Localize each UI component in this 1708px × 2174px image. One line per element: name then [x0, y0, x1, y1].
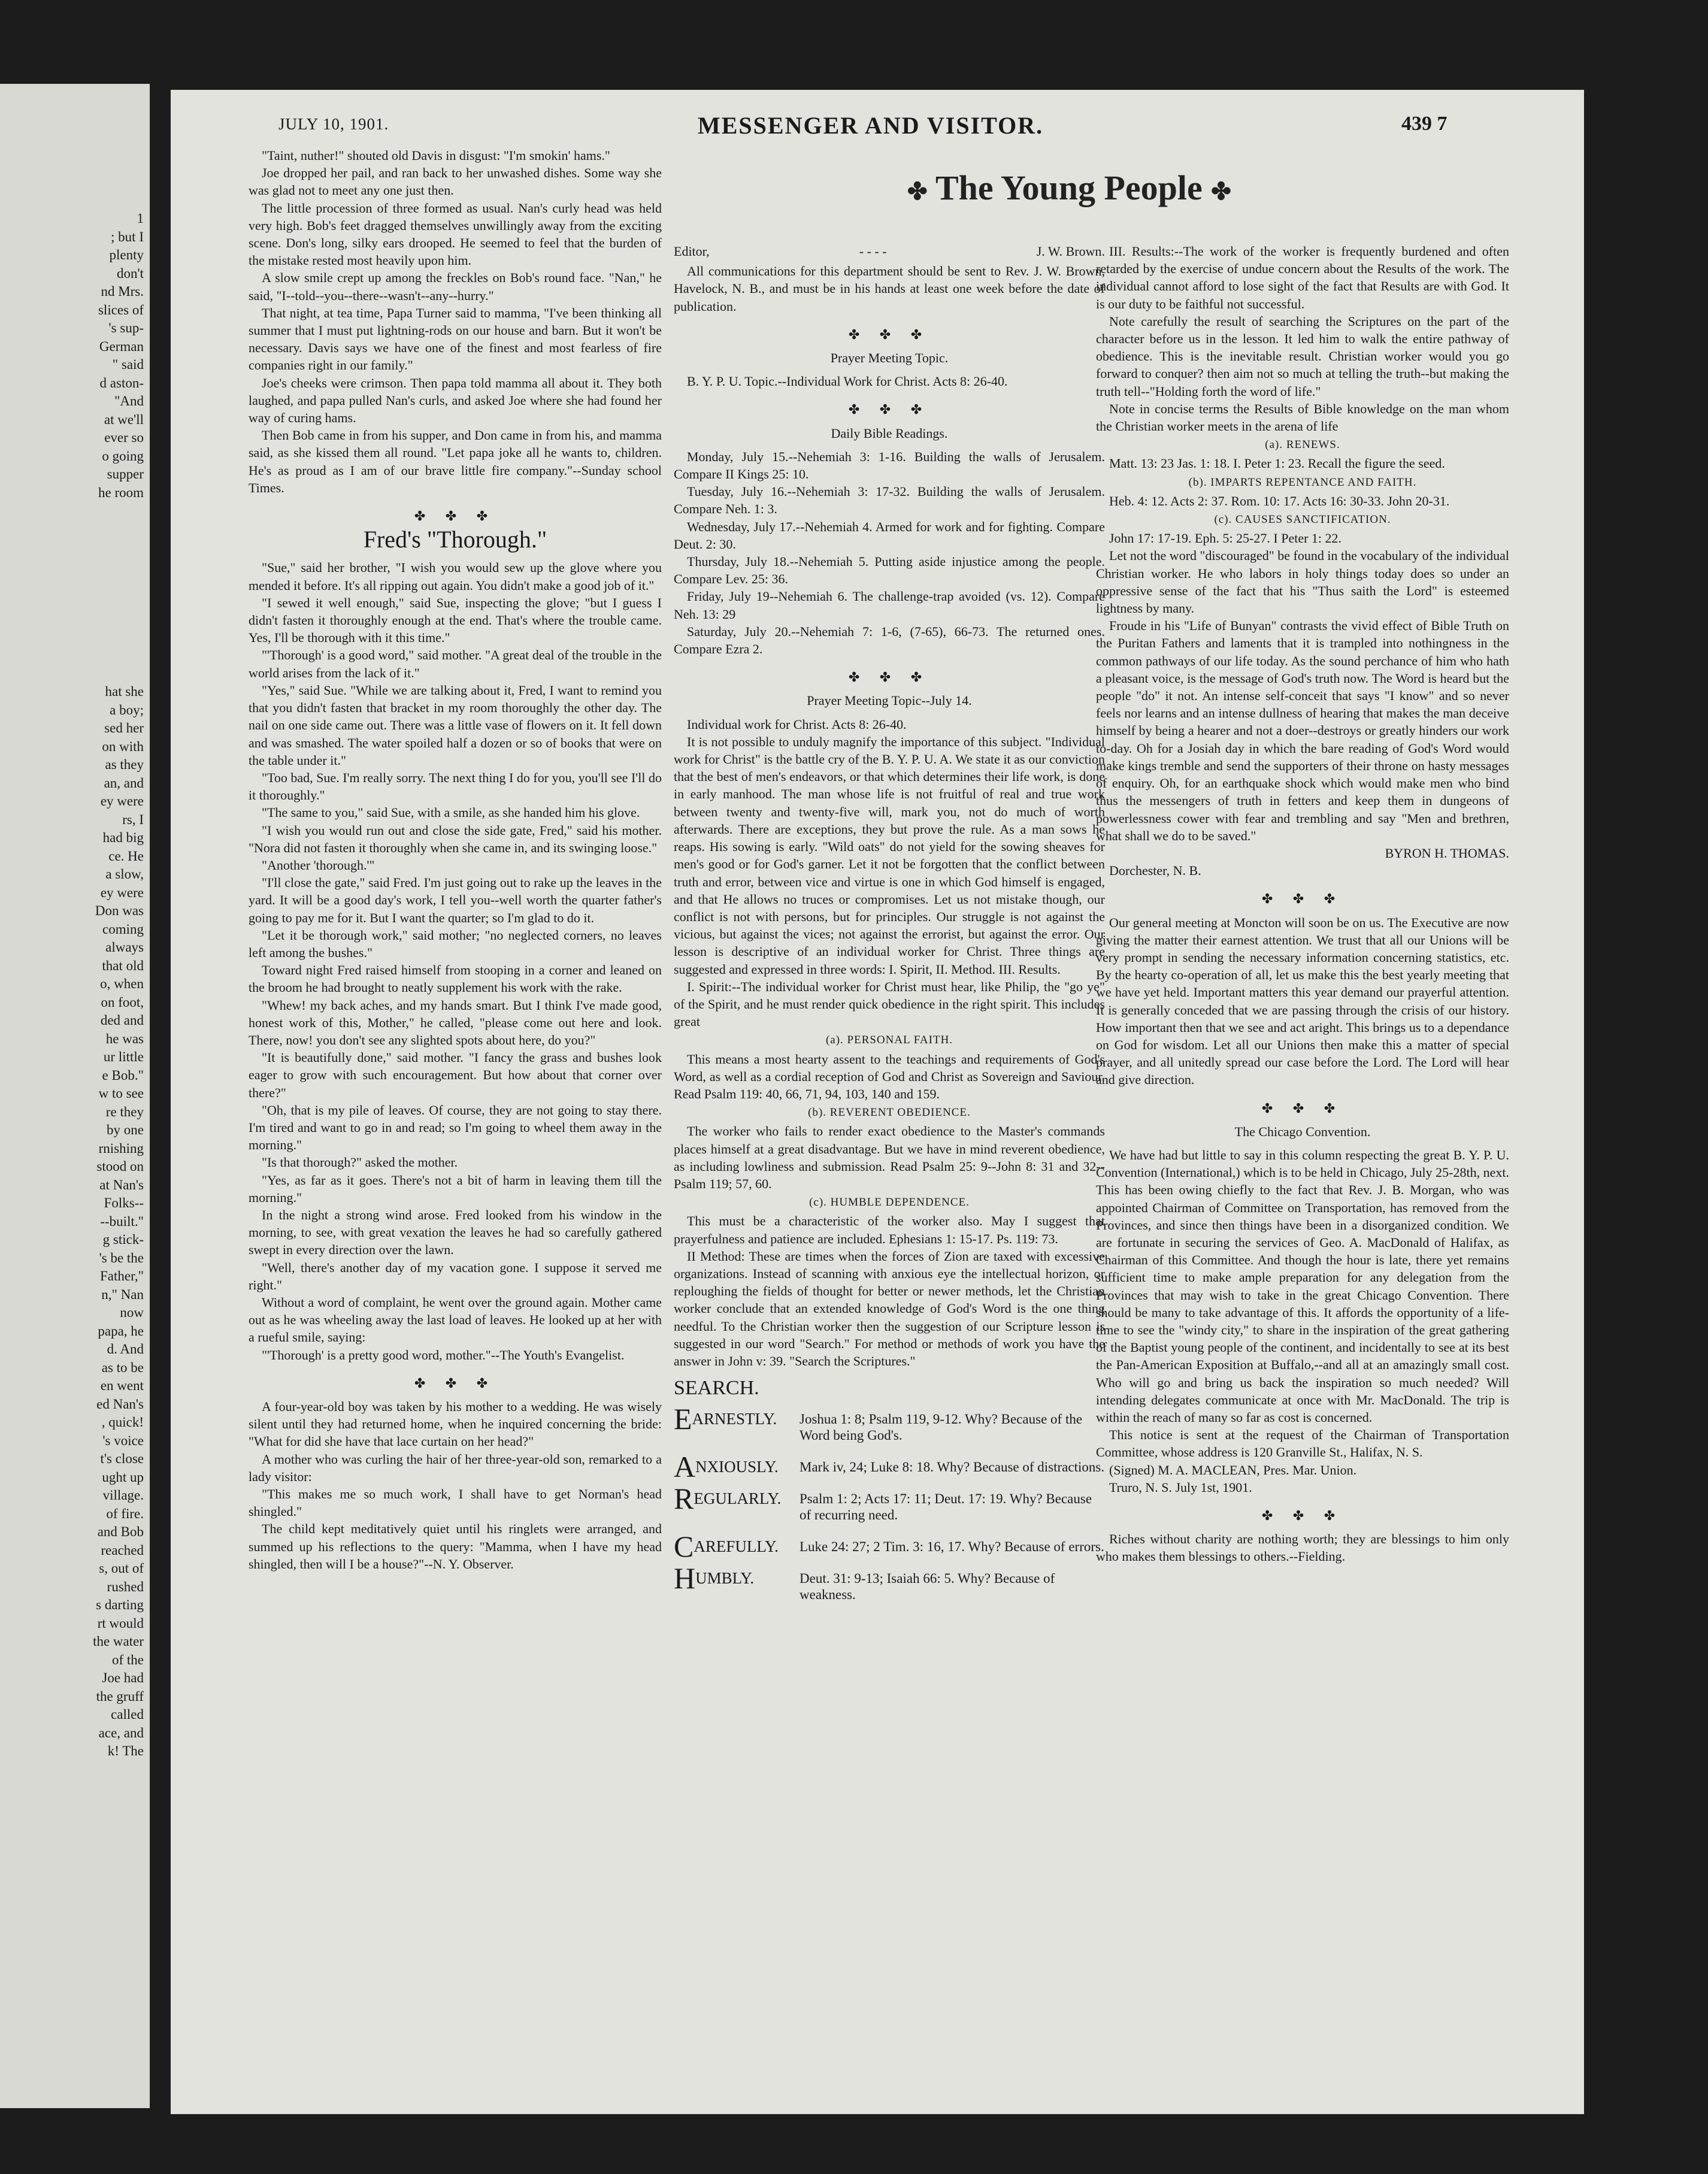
reading-item: Wednesday, July 17.--Nehemiah 4. Armed for work and for fighting. Compare Deut. 2: 30.: [674, 519, 1105, 552]
paragraph: "Well, there's another day of my vacation gone. I suppose it served me right.": [249, 1259, 662, 1292]
column-middle: [674, 243, 1105, 1618]
fragment-line: Joe had: [102, 1670, 144, 1685]
editor-line: [674, 243, 1105, 260]
paragraph: A four-year-old boy was taken by his mother to a wedding. He was wisely silent until they had returned home, when he inquired concerning the bride: "What for did she have that lace curtain on her head?": [249, 1399, 662, 1449]
fragment-line: ught up: [102, 1469, 144, 1485]
fragment-line: k! The: [107, 1743, 144, 1758]
fragment-line: as they: [105, 757, 144, 772]
moncton-notice: Our general meeting at Moncton will soon be on us. The Executive are now giving the matter their earnest attention. We trust that all our Unions will be very prompt in sending the necessary information concerning statistics, etc. By the hearty co-operation of all, let us make this the best yearly meeting that we have yet held. Important matters this year demand our prayerful attention. It is generally conceded that we are passing through the crisis of our history. How important then that we see and act aright. This brings us to a dependance on God for wisdom. Let all our Unions then make this a matter of special prayer, and all unitedly spread our case before the Lord. The Lord will hear and give direction.: [1096, 915, 1509, 1088]
column-left: [249, 147, 662, 1573]
acrostic-rest: ARNESTLY.: [692, 1410, 777, 1428]
fragment-line: the gruff: [96, 1688, 144, 1704]
acrostic-initial: E: [674, 1402, 692, 1436]
fragment-line: as to be: [101, 1359, 144, 1375]
paragraph: Froude in his "Life of Bunyan" contrasts the vivid effect of Bible Truth on the Puritan Fathers and laments that it is trampled into nothingness in the common pathways of our life today. As the sound perchance of him who hath a pleasant voice, is the message of God's truth now. The Word is heard but the people "do" it not. An intense self-conceit that says "I know" and so never feels nor learns and an intense dullness of hearing that makes the man deceive himself by being a hearer and not a doer--destroys or greatly hinders our work to-day. Oh for a Josiah day in which the bare reading of God's Word would make kings tremble and send the supporters of their throne on hasty messages of enquiry. Oh, for an earthquake shock which would make men who bind thus the messengers of truth in fetters and keep them in dungeons of powerlessness cower with fear and trembling and say "Men and brethren, what shall we do to be saved.": [1096, 618, 1509, 843]
fragment-line: rs, I: [122, 812, 144, 827]
fragment-line: ded and: [100, 1013, 144, 1028]
fragment-line: n," Nan: [101, 1286, 144, 1302]
fragment-line: w to see: [98, 1086, 144, 1101]
lesson-subhead: (b). REVERENT OBEDIENCE.: [808, 1106, 971, 1119]
editor-name: J. W. Brown.: [1036, 244, 1105, 259]
method-paragraph: II Method: These are times when the forces of Zion are taxed with excessive organizations. Instead of scanning with anxious eye the intellectual horizon, or reploughing the fields of thought for better or newer methods, let the Christian worker conclude that an extended knowledge of God's Word is the one thing needful. To the Christian worker then the suggestion of our Scripture lesson is suggested in our word "Search." For method or methods of work you have the answer in John v: 39. "Search the Scriptures.": [674, 1248, 1105, 1368]
subheading: Prayer Meeting Topic--July 14.: [807, 693, 972, 708]
fragment-line: a slow,: [105, 867, 144, 882]
acrostic-word: [674, 1450, 800, 1484]
search-acrostic: [674, 1402, 1105, 1603]
ornament-divider: ✤ ✤ ✤: [848, 402, 931, 417]
fragment-line: s, out of: [99, 1561, 144, 1576]
search-acrostic-title: SEARCH.: [674, 1377, 759, 1400]
acrostic-rest: NXIOUSLY.: [695, 1458, 779, 1476]
fragment-line: supper: [107, 467, 144, 482]
fragment-line: rnishing: [98, 1140, 144, 1156]
paragraph: (Signed) M. A. MACLEAN, Pres. Mar. Union.: [1109, 1462, 1357, 1477]
paragraph: Toward night Fred raised himself from stooping in a corner and leaned on the broom he had brought to neatly supplement his work with the rake.: [249, 962, 662, 995]
leaf-ornament-icon: ✤: [1211, 178, 1231, 205]
paragraph: "Oh, that is my pile of leaves. Of course, they are not going to stay there. I'm tired and want to go in and read; so I'm going to wheel them away in the morning.": [249, 1102, 662, 1153]
page-date: JULY 10, 1901.: [278, 115, 389, 133]
paragraph: We have had but little to say in this column respecting the great B. Y. P. U. Convention (International,) which is to be held in Chicago, July 25-28th, next. This has been owing chiefly to the fact that Rev. J. B. Morgan, who was appointed Chairman of Committee on Transportation, has removed from the Provinces, and since then things have been in a disorganized condition. We are fortunate in securing the services of Geo. A. MacDonald of Halifax, as Chairman of this Committee. And though the hour is late, there yet remains sufficient time to make ample preparation for any delegation from the Provinces that may wish to take in the great Chicago Convention. There should be many to take advantage of this. It affords the opportunity of a life-time to see the "windy city," to share in the inspiration of the great gathering of the Baptist young people of the continent, and incidentally to see at its best the Pan-American Exposition at Buffalo,--and all at an amazingly small cost. Who will go and bring us back the inspiration so much needed? Will intending delegates communicate at once with Mr. MacDonald. The trip is within the reach of many so far as cost is concerned.: [1096, 1147, 1509, 1425]
paragraph: "I'll close the gate," said Fred. I'm just going out to rake up the leaves in the yard. It will be a good day's work, I tell you--well worth the quarter father's going to pay me for it. But I want the quarter; so I'm glad to do it.: [249, 875, 662, 925]
fragment-line: --built.": [100, 1213, 144, 1229]
acrostic-reference: Mark iv, 24; Luke 8: 18. Why? Because of distractions.: [800, 1460, 1105, 1475]
lesson-subhead: (a). PERSONAL FAITH.: [825, 1034, 953, 1047]
fragment-line: sed her: [104, 720, 144, 735]
paragraph: "This makes me so much work, I shall have to get Norman's head shingled.": [249, 1486, 662, 1519]
fragment-column-top: [98, 210, 144, 502]
paragraph: The little procession of three formed as usual. Nan's curly head was held very high. Bob's feet dragged themselves unwillingly away from the exciting scene. Don's long, silky ears drooped. He seemed to feel that the burden of the mistake rested most heavily upon him.: [249, 200, 662, 268]
anecdotes: [249, 1398, 662, 1573]
paragraph: That night, at tea time, Papa Turner said to mamma, "I've been thinking all summer that I must put lightning-rods on our house and barn. But it won't be necessary. Davis says we have one of the finest and most fearless of fire companies right in our family.": [249, 305, 662, 373]
fragment-line: ey were: [100, 794, 144, 809]
paragraph: The child kept meditatively quiet until his ringlets were arranged, and summed up his reflections to the query: "Mamma, when I have my head shingled, then will I be a house?"--N. Y. Observer.: [249, 1521, 662, 1572]
fragment-line: o going: [102, 448, 144, 464]
fragment-line: Father,": [100, 1268, 144, 1283]
fragment-line: d aston-: [99, 375, 144, 390]
paragraph: This notice is sent at the request of the Chairman of Transportation Committee, whose address is 120 Granville St., Halifax, N. S.: [1096, 1427, 1509, 1460]
page-masthead: MESSENGER AND VISITOR.: [698, 112, 1044, 139]
acrostic-rest: AREFULLY.: [694, 1537, 779, 1556]
editor-note: All communications for this department should be sent to Rev. J. W. Brown, Havelock, N. B., and must be in his hands at least one week before the date of publication.: [674, 264, 1105, 314]
paragraph: Truro, N. S. July 1st, 1901.: [1109, 1479, 1252, 1495]
editor-label: Editor,: [674, 244, 710, 259]
fragment-line: coming: [102, 921, 144, 937]
fragment-line: of fire.: [106, 1506, 144, 1521]
paragraph: A slow smile crept up among the freckles on Bob's round face. "Nan," he said, "I--told--you--there--wasn't--any--hurry.": [249, 270, 662, 303]
closing-quote: Riches without charity are nothing worth; they are blessings to him only who makes them blessings to others.--Fielding.: [1096, 1531, 1509, 1564]
fragment-line: g stick-: [102, 1232, 144, 1247]
fragment-line: e Bob.": [102, 1067, 144, 1083]
fragment-line: he was: [105, 1031, 144, 1046]
section-title: The Young People: [935, 168, 1203, 207]
reading-item: Friday, July 19--Nehemiah 6. The challenge-trap avoided (vs. 12). Compare Neh. 13: 29: [674, 589, 1105, 622]
fragment-line: an, and: [104, 775, 144, 791]
reading-item: Monday, July 15.--Nehemiah 3: 1-16. Building the walls of Jerusalem. Compare II Kings 25: 10.: [674, 449, 1105, 482]
fragment-line: slices of: [98, 302, 144, 317]
reading-item: Saturday, July 20.--Nehemiah 7: 1-6, (7-65), 66-73. The returned ones. Compare Ezra 2.: [674, 623, 1105, 657]
acrostic-initial: A: [674, 1450, 696, 1484]
paragraph: "Another 'thorough.'": [262, 857, 375, 873]
paragraph: "Whew! my back aches, and my hands smart. But I think I've made good, honest work of this, Mother," he called, "please come out here and look. There, now! you don't see any slighted spots about here, do you?": [249, 997, 662, 1047]
fragment-line: 's sup-: [108, 320, 144, 335]
paragraph: "'Thorough' is a good word," said mother. "A great deal of the trouble in the world arises from the lack of it.": [249, 647, 662, 680]
paragraph: Individual work for Christ. Acts 8: 26-40.: [687, 716, 907, 732]
lesson-subhead: (c). HUMBLE DEPENDENCE.: [809, 1196, 970, 1209]
paragraph: I. Spirit:--The individual worker for Christ must hear, like Philip, the "go ye" of the Spirit, and he must render quick obedience in the right spirit. This includes great: [674, 979, 1105, 1030]
acrostic-word: [674, 1530, 800, 1564]
ornament-divider: ✤ ✤ ✤: [1261, 1508, 1344, 1524]
fragment-line: rushed: [107, 1579, 144, 1594]
lesson-paragraph: This means a most hearty assent to the teachings and requirements of God's Word, as well as a cordial reception of God and Christ as Sovereign and Saviour. Read Psalm 119: 40, 66, 71, 94, 103, 140 and 159.: [674, 1051, 1105, 1101]
lesson-paragraph: John 17: 17-19. Eph. 5: 25-27. I Peter 1: 22.: [1109, 531, 1342, 546]
fragment-line: called: [111, 1707, 144, 1722]
fragment-line: at we'll: [104, 411, 144, 427]
paragraph: "'Thorough' is a pretty good word, mother."--The Youth's Evangelist.: [262, 1347, 625, 1362]
fragment-line: he room: [98, 485, 144, 500]
fragment-line: hat she: [105, 684, 144, 699]
acrostic-reference: Luke 24: 27; 2 Tim. 3: 16, 17. Why? Because of errors.: [800, 1539, 1104, 1555]
paragraph: Then Bob came in from his supper, and Don came in from his, and mamma said, as she kissed them all round. "Let papa joke all he wants to, children. He's as proud as I am of our brave little fire company."--Sunday school Times.: [249, 428, 662, 495]
lesson-subhead: (a). RENEWS.: [1265, 438, 1340, 452]
column-right: [1096, 243, 1509, 1566]
acrostic-reference: Deut. 31: 9-13; Isaiah 66: 5. Why? Because of weakness.: [800, 1571, 1055, 1603]
acrostic-reference: Psalm 1: 2; Acts 17: 11; Deut. 17: 19. Why? Because of recurring need.: [800, 1491, 1092, 1523]
fragment-line: rt would: [97, 1615, 144, 1631]
paragraph: In the night a strong wind arose. Fred looked from his window in the morning, to see, with great vexation the leaves he had so carefully gathered swept in every direction over the lawn.: [249, 1207, 662, 1258]
fragment-column-bottom: [93, 683, 144, 1761]
paragraph: "The same to you," said Sue, with a smile, as she handed him his glove.: [262, 805, 640, 820]
fragment-line: nd Mrs.: [101, 284, 144, 299]
fragment-line: that old: [102, 958, 144, 973]
lesson-body: [674, 716, 1105, 1031]
fragment-line: the water: [93, 1634, 144, 1649]
paragraph: "I wish you would run out and close the side gate, Fred," said his mother. "Nora did not fasten it thoroughly when she came in, and its swinging loose.": [249, 822, 662, 855]
acrostic-row: [674, 1402, 1105, 1443]
fragment-line: a boy;: [110, 702, 144, 717]
fragment-line: t's close: [100, 1451, 144, 1466]
newspaper-page: [171, 90, 1584, 2114]
fragment-line: o, when: [100, 976, 144, 991]
acrostic-row: [674, 1530, 1105, 1564]
lesson-paragraph: This must be a characteristic of the worker also. May I suggest that prayerfulness and patience are included. Ephesians 1: 15-17. Ps. 119: 73.: [674, 1213, 1105, 1246]
fragment-line: by one: [107, 1122, 144, 1137]
fragment-line: ed Nan's: [96, 1396, 144, 1412]
paragraph: "Yes," said Sue. "While we are talking about it, Fred, I want to remind you that you didn't fasten that bracket in my room thoroughly the other day. The nail on one side came out. There was a little vase of flowers on it. It fell down and was smashed. The water spoiled half a dozen or so of books that were on the table under it.": [249, 682, 662, 768]
paragraph: "Yes, as far as it goes. There's not a bit of harm in leaving them till the morning.": [249, 1172, 662, 1205]
acrostic-reference: Joshua 1: 8; Psalm 119, 9-12. Why? Because of the Word being God's.: [800, 1412, 1083, 1443]
acrostic-row: [674, 1482, 1105, 1523]
discouraged-section: [1096, 547, 1509, 844]
fragment-line: German: [99, 338, 144, 354]
fragment-line: ever so: [104, 430, 144, 445]
subheading: Daily Bible Readings.: [831, 425, 948, 441]
fragment-line: 's be the: [99, 1250, 144, 1265]
paragraph: "Let it be thorough work," said mother; "no neglected corners, no leaves left among the bushes.": [249, 927, 662, 960]
acrostic-initial: H: [674, 1561, 696, 1595]
subheading: Prayer Meeting Topic.: [830, 350, 949, 366]
lesson-paragraph: Matt. 13: 23 Jas. 1: 18. I. Peter 1: 23. Recall the figure the seed.: [1109, 456, 1445, 471]
fragment-line: on with: [102, 738, 144, 754]
paragraph: Without a word of complaint, he went over the ground again. Mother came out as he was wheeling away the last load of leaves. He looked up at her with a rueful smile, saying:: [249, 1295, 662, 1345]
paragraph: Note in concise terms the Results of Bible knowledge on the man whom the Christian worker meets in the arena of life: [1096, 401, 1509, 434]
story-ending: [249, 147, 662, 496]
section-heading: [907, 168, 1231, 208]
acrostic-word: [674, 1482, 800, 1523]
ornament-divider: ✤ ✤ ✤: [414, 508, 496, 524]
acrostic-word: [674, 1402, 800, 1443]
acrostic-word: [674, 1561, 800, 1603]
reading-item: Thursday, July 18.--Nehemiah 5. Putting aside injustice among the people. Compare Lev. 25: 36.: [674, 554, 1105, 587]
ornament-divider: ✤ ✤ ✤: [1261, 1100, 1344, 1116]
fragment-line: "And: [114, 393, 144, 408]
fragment-line: always: [105, 940, 144, 955]
subheading: The Chicago Convention.: [1234, 1124, 1371, 1139]
paragraph: Joe's cheeks were crimson. Then papa told mamma all about it. They both laughed, and papa pulled Nan's curls, and asked Joe where she had found her way of curing hams.: [249, 375, 662, 426]
paragraph: "Sue," said her brother, "I wish you would sew up the glove where you mended it before. It's all ripping out again. You didn't make a good job of it.": [249, 560, 662, 593]
paragraph: "Is that thorough?" asked the mother.: [262, 1155, 458, 1170]
paragraph: "Taint, nuther!" shouted old Davis in disgust: "I'm smokin' hams.": [262, 148, 610, 163]
fragment-line: ace, and: [98, 1725, 144, 1740]
daily-readings-list: [674, 448, 1105, 658]
chicago-section: [1096, 1146, 1509, 1496]
lesson-subhead: (b). IMPARTS REPENTANCE AND FAITH.: [1188, 476, 1417, 489]
fragment-line: 's voice: [102, 1433, 144, 1448]
fragment-line: ; but I: [111, 229, 144, 244]
prayer-topic: B. Y. P. U. Topic.--Individual Work for Christ. Acts 8: 26-40.: [687, 374, 1008, 389]
ornament-divider: ✤ ✤ ✤: [848, 326, 931, 342]
fragment-line: 1: [137, 211, 144, 226]
paragraph: III. Results:--The work of the worker is frequently burdened and often retarded by the exercise of undue concern about the Results of the work. The individual cannot afford to lose sight of the fact that Results are with God. It is our duty to be faithful not successful.: [1096, 244, 1509, 311]
lesson-paragraph: The worker who fails to render exact obedience to the Master's commands places himself at a great disadvantage. But we have in mind reverent obedience, as including lowliness and submission. Read Psalm 25: 9--John 8: 31 and 32--Psalm 119; 57, 60.: [674, 1124, 1105, 1191]
article-title: Fred's "Thorough.": [363, 526, 547, 553]
acrostic-row: [674, 1561, 1105, 1603]
fragment-line: stood on: [96, 1159, 144, 1174]
lesson-paragraph: Heb. 4: 12. Acts 2: 37. Rom. 10: 17. Acts 16: 30-33. John 20-31.: [1109, 493, 1450, 508]
fragment-line: ey were: [100, 885, 144, 900]
fragment-line: reached: [101, 1542, 144, 1558]
acrostic-rest: UMBLY.: [695, 1569, 755, 1588]
reading-item: Tuesday, July 16.--Nehemiah 3: 17-32. Building the walls of Jerusalem. Compare Neh. 1: 3.: [674, 484, 1105, 517]
fragment-line: , quick!: [101, 1415, 144, 1430]
fragment-line: at Nan's: [99, 1177, 144, 1192]
fragment-line: had big: [102, 830, 144, 845]
fragment-line: Don was: [95, 903, 144, 918]
paragraph: Joe dropped her pail, and ran back to her unwashed dishes. Some way she was glad not to meet any one just then.: [249, 165, 662, 198]
ornament-divider: ✤ ✤ ✤: [1261, 891, 1344, 907]
fragment-line: papa, he: [98, 1323, 144, 1339]
paragraph: "Too bad, Sue. I'm really sorry. The next thing I do for you, you'll see I'll do it thoroughly.": [249, 770, 662, 803]
fragment-line: and Bob: [97, 1524, 144, 1539]
fragment-line: en went: [100, 1378, 144, 1393]
fragment-line: of the: [111, 1652, 144, 1667]
page-number: 439 7: [1401, 113, 1447, 135]
fragment-line: re they: [105, 1104, 144, 1119]
fragment-line: ce. He: [108, 848, 144, 864]
fragment-line: village.: [102, 1488, 144, 1503]
results-section: [1096, 243, 1509, 435]
ornament-divider: ✤ ✤ ✤: [414, 1375, 496, 1391]
article-body: [249, 559, 662, 1363]
lesson-subhead: (c). CAUSES SANCTIFICATION.: [1214, 513, 1391, 526]
fragment-line: " said: [112, 357, 144, 372]
ornament-divider: ✤ ✤ ✤: [848, 670, 931, 685]
acrostic-initial: R: [674, 1482, 694, 1516]
paragraph: Let not the word "discouraged" be found in the vocabulary of the individual Christian worker. He who labors in holy things today does so under an oppressive sense of the fact that his "Thus saith the Lord" is esteemed lightness by many.: [1096, 548, 1510, 616]
editor-dots: - - - -: [859, 244, 887, 259]
fragment-line: ur little: [103, 1049, 144, 1064]
paragraph: A mother who was curling the hair of her three-year-old son, remarked to a lady visitor:: [249, 1451, 662, 1484]
acrostic-rest: EGULARLY.: [694, 1489, 782, 1508]
paragraph: "I sewed it well enough," said Sue, inspecting the glove; "but I guess I didn't fasten it thoroughly enough at the end. That's where the trouble came. Yes, I'll be thorough with it this time.": [249, 595, 662, 646]
fragment-line: on foot,: [101, 994, 144, 1010]
paragraph: It is not possible to unduly magnify the importance of this subject. "Individual work for Christ" is the battle cry of the B. Y. P. U. A. We state it as our conviction that the best of men's endeavors, or that which determines their life work, is done in early manhood. The man whose life is not fruitful of real and true work between twenty and twenty-five will, mark you, not do much of worth afterwards. There are exceptions, they but prove the rule. As a man sows he reaps. His sowing is early. "Wild oats" do not yield for the sowing sheaves for men's good or for God's garner. Let it not be forgotten that the conflict between truth and error, between vice and virtue is one in which God himself is engaged, and that He allows no truces or compromises. Let us not mistake though, our conflict is not with persons, but for principles. Our struggle is not against the vicious, but against the vices; not against the errorist, but against the error. Our lesson is descriptive of an individual worker for Christ. Three things are suggested and expressed in three words: I. Spirit, II. Method. III. Results.: [674, 734, 1105, 977]
fragment-line: d. And: [107, 1342, 144, 1357]
fragment-line: now: [120, 1305, 144, 1320]
fragment-line: plenty: [109, 247, 144, 262]
paragraph: Note carefully the result of searching the Scriptures on the part of the character before us in the lesson. It led him to walk the entire pathway of obedience. This is the inevitable result. Christian worker would you go forward to conquer? then aim not so much at telling the truth--but making the truth tell--"Holding forth the word of life.": [1096, 313, 1509, 399]
acrostic-row: [674, 1450, 1105, 1484]
signature-place: Dorchester, N. B.: [1109, 863, 1201, 879]
fragment-line: don't: [116, 265, 144, 281]
fragment-line: Folks--: [104, 1195, 144, 1210]
signature: BYRON H. THOMAS.: [1385, 845, 1509, 861]
adjacent-page-fragment: [0, 84, 150, 2108]
leaf-ornament-icon: ✤: [907, 178, 928, 205]
fragment-line: s darting: [96, 1597, 144, 1612]
acrostic-initial: C: [674, 1530, 694, 1564]
paragraph: "It is beautifully done," said mother. "I fancy the grass and bushes look eager to grow with such encouragement. But how about that corner over there?": [249, 1050, 662, 1100]
